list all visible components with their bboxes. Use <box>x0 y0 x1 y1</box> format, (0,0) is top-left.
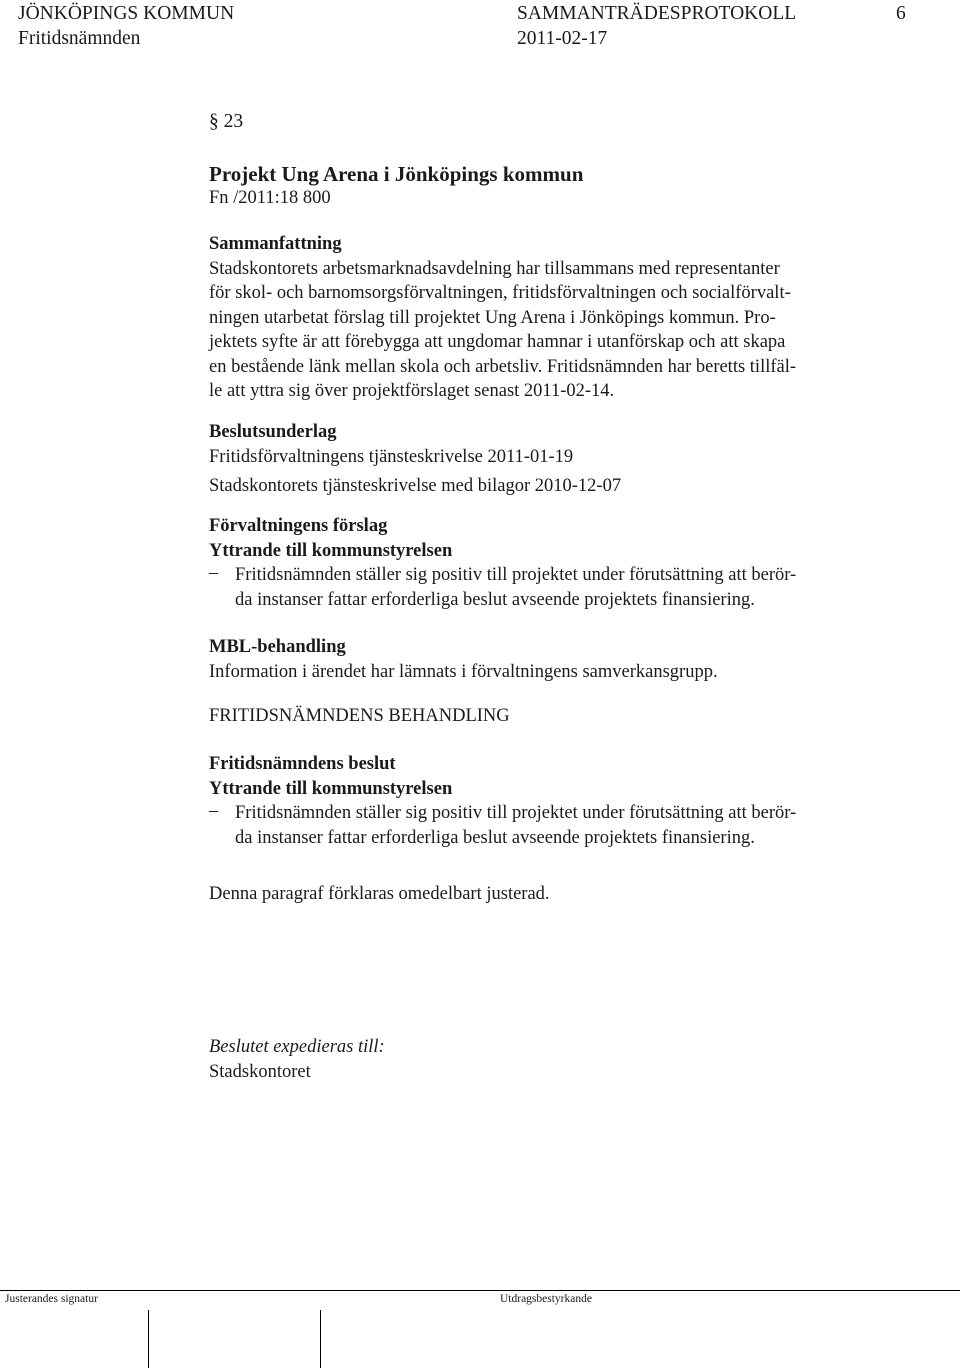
mbl-section <box>209 635 869 684</box>
proposal-line: da instanser fattar erforderliga beslut avseende projektets finansiering. <box>235 589 755 610</box>
mbl-heading: MBL-behandling <box>209 637 346 657</box>
dash-marker: – <box>209 801 219 821</box>
proposal-heading: Förvaltningens förslag <box>209 516 388 536</box>
case-number: Fn /2011:18 800 <box>209 188 331 208</box>
decision-subheading: Yttrande till kommunstyrelsen <box>209 778 453 799</box>
decision-line: Fritidsnämnden ställer sig positiv till projektet under förutsättning att berör- <box>235 803 797 823</box>
dispatch-recipient: Stadskontoret <box>209 1061 311 1082</box>
basis-item-2 <box>209 474 869 499</box>
signature-label: Justerandes signatur <box>5 1293 98 1305</box>
adjusted-text: Denna paragraf förklaras omedelbart justerad. <box>209 884 550 904</box>
summary-line: för skol- och barnomsorgsförvaltningen, fritidsförvaltningen och socialförvalt- <box>209 283 791 303</box>
section-title: Projekt Ung Arena i Jönköpings kommun <box>209 162 584 186</box>
treatment-section <box>209 704 869 729</box>
basis-section <box>209 420 869 469</box>
proposal-section <box>209 514 869 612</box>
adjusted-section <box>209 882 869 907</box>
decision-heading: Fritidsnämndens beslut <box>209 754 396 774</box>
proposal-item <box>209 563 869 612</box>
basis-item: Stadskontorets tjänsteskrivelse med bilagor 2010-12-07 <box>209 476 622 496</box>
summary-line: en bestående länk mellan skola och arbetsliv. Fritidsnämnden har beretts tillfäl- <box>209 356 797 377</box>
header-page-number: 6 <box>896 3 906 24</box>
header-document-type: SAMMANTRÄDESPROTOKOLL <box>517 3 797 24</box>
paragraph-number: § 23 <box>209 111 244 132</box>
footer-rule <box>0 1290 960 1291</box>
header-date: 2011-02-17 <box>517 28 608 49</box>
decision-section <box>209 752 869 850</box>
header-organization: JÖNKÖPINGS KOMMUN <box>18 3 235 24</box>
summary-section <box>209 232 869 404</box>
proposal-line: Fritidsnämnden ställer sig positiv till projektet under förutsättning att berör- <box>235 565 797 585</box>
summary-line: ningen utarbetat förslag till projektet Ung Arena i Jönköpings kommun. Pro- <box>209 307 776 328</box>
summary-line: le att yttra sig över projektförslaget senast 2011-02-14. <box>209 381 615 401</box>
summary-line: Stadskontorets arbetsmarknadsavdelning har tillsammans med representanter <box>209 258 780 279</box>
summary-line: jektets syfte är att förebygga att ungdomar hamnar i utanförskap och att skapa <box>209 332 786 352</box>
basis-heading: Beslutsunderlag <box>209 422 337 442</box>
treatment-heading: FRITIDSNÄMNDENS BEHANDLING <box>209 706 510 726</box>
summary-heading: Sammanfattning <box>209 234 342 254</box>
header-committee: Fritidsnämnden <box>18 28 141 49</box>
decision-line: da instanser fattar erforderliga beslut avseende projektets finansiering. <box>235 827 755 848</box>
proposal-subheading: Yttrande till kommunstyrelsen <box>209 540 453 561</box>
dispatch-section <box>209 1035 869 1084</box>
dispatch-label: Beslutet expedieras till: <box>209 1037 385 1057</box>
mbl-text: Information i ärendet har lämnats i förvaltningens samverkansgrupp. <box>209 661 718 682</box>
dash-marker: – <box>209 563 219 583</box>
extract-label: Utdragsbestyrkande <box>500 1293 592 1305</box>
decision-item <box>209 801 869 850</box>
signature-box-divider <box>148 1310 149 1368</box>
basis-item: Fritidsförvaltningens tjänsteskrivelse 2011-01-19 <box>209 446 574 467</box>
signature-box-divider <box>320 1310 321 1368</box>
